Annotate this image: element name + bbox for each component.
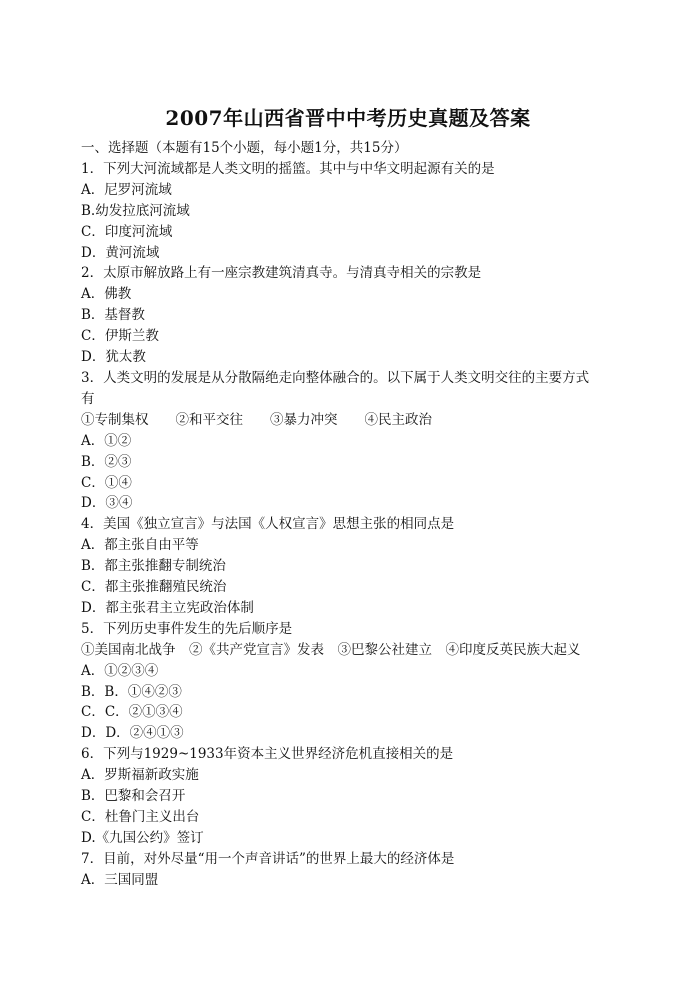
document-line: B．基督教 <box>81 307 145 324</box>
document-line: C．印度河流域 <box>81 223 173 240</box>
document-line: 4．美国《独立宣言》与法国《人权宣言》思想主张的相同点是 <box>81 516 455 533</box>
page-title: 2007年山西省晋中中考历史真题及答案 <box>165 106 531 130</box>
document-line: A．都主张自由平等 <box>81 537 199 554</box>
document-line: A．①② <box>81 432 132 449</box>
document-line: D．犹太教 <box>81 349 146 366</box>
document-line: A．①②③④ <box>81 662 159 679</box>
document-line: D．黄河流域 <box>81 244 160 261</box>
document-line: D．都主张君主立宪政治体制 <box>81 599 254 616</box>
document-line: B.幼发拉底河流域 <box>81 202 190 219</box>
document-line: A．三国同盟 <box>81 871 159 888</box>
document-line: A．罗斯福新政实施 <box>81 767 199 784</box>
document-line: 1．下列大河流域都是人类文明的摇篮。其中与中华文明起源有关的是 <box>81 160 495 177</box>
document-line: 7．目前，对外尽量“用一个声音讲话”的世界上最大的经济体是 <box>81 850 455 867</box>
document-line: D.《九国公约》签订 <box>81 829 204 846</box>
document-line: B．B．①④②③ <box>81 683 182 700</box>
document-line: C．伊斯兰教 <box>81 328 159 345</box>
document-line: B．都主张推翻专制统治 <box>81 558 226 575</box>
document-line: 6．下列与1929~1933年资本主义世界经济危机直接相关的是 <box>81 746 454 763</box>
document-line: A．佛教 <box>81 286 132 303</box>
document-line: C．C．②①③④ <box>81 704 183 721</box>
document-line: 一、选择题（本题有15个小题，每小题1分，共15分） <box>81 140 408 156</box>
document-line: D．D．②④①③ <box>81 725 184 742</box>
document-line: C．杜鲁门主义出台 <box>81 809 200 825</box>
document-line: ①美国南北战争 ②《共产党宣言》发表 ③巴黎公社建立 ④印度反英民族大起义 <box>81 641 581 658</box>
document-line: A．尼罗河流域 <box>81 181 172 198</box>
document-line: C．①④ <box>81 474 132 491</box>
document-line: D．③④ <box>81 495 133 512</box>
document-line: B．②③ <box>81 453 132 470</box>
document-body <box>81 138 621 891</box>
document-line: 5．下列历史事件发生的先后顺序是 <box>81 620 293 637</box>
document-line: ①专制集权 ②和平交往 ③暴力冲突 ④民主政治 <box>81 411 432 428</box>
document-line: C．都主张推翻殖民统治 <box>81 579 227 596</box>
document-line: 2．太原市解放路上有一座宗教建筑清真寺。与清真寺相关的宗教是 <box>81 265 482 282</box>
document-line: 3．人类文明的发展是从分散隔绝走向整体融合的。以下属于人类文明交往的主要方式 <box>81 369 590 386</box>
document-line: B．巴黎和会召开 <box>81 788 186 805</box>
document-line: 有 <box>81 390 95 407</box>
